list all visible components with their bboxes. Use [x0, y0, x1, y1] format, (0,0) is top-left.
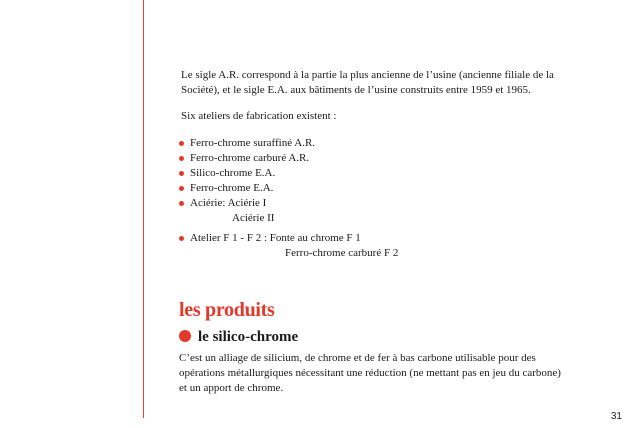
intro-paragraph: [181, 68, 611, 98]
bullet-icon: [179, 201, 184, 206]
atelier-f-item: [179, 231, 609, 246]
ateliers-intro: [181, 109, 611, 124]
bullet-icon: [179, 236, 184, 241]
list-item-atelier-f: [179, 231, 609, 246]
atelier-f-line-1: Atelier F 1 - F 2 : Fonte au chrome F 1: [190, 232, 361, 244]
description-paragraph: [179, 351, 606, 396]
list-item: [179, 166, 609, 181]
margin-rule: [143, 0, 144, 418]
intro-line-2: Société), et le sigle E.A. aux bâtiments de l’usine construits entre 1959 et 1965.: [181, 84, 531, 96]
list-item: [179, 181, 609, 196]
list-item-label: Ferro-chrome carburé A.R.: [190, 152, 310, 164]
list-item-label: Ferro-chrome suraffiné A.R.: [190, 137, 316, 149]
bullet-icon: [179, 186, 184, 191]
list-item-label: Ferro-chrome E.A.: [190, 182, 274, 194]
description-line-3: et un apport de chrome.: [179, 382, 284, 394]
acierie-line-1: Aciérie: Aciérie I: [190, 197, 267, 209]
bullet-icon: [179, 156, 184, 161]
list-item-label: Silico-chrome E.A.: [190, 167, 276, 179]
intro-line-1: Le sigle A.R. correspond à la partie la plus ancienne de l’usine (ancienne filiale de la: [181, 69, 554, 81]
ateliers-intro-text: Six ateliers de fabrication existent :: [181, 110, 337, 122]
bullet-icon: [179, 141, 184, 146]
subheading: [179, 329, 298, 346]
list-item: [179, 151, 609, 166]
ateliers-list: [179, 136, 609, 211]
page-number: 31: [610, 411, 622, 422]
bullet-icon: [179, 171, 184, 176]
list-item: [179, 136, 609, 151]
acierie-line-2: Aciérie II: [232, 212, 275, 224]
subheading-text: le silico-chrome: [198, 329, 299, 345]
description-line-2: opérations métallurgiques nécessitant une réduction (ne mettant pas en jeu du carbone): [179, 367, 561, 379]
atelier-f-line-2: Ferro-chrome carburé F 2: [285, 247, 399, 259]
list-item-acierie: [179, 196, 609, 211]
section-title: les produits: [179, 299, 275, 321]
description-line-1: C’est un alliage de silicium, de chrome et de fer à bas carbone utilisable pour des: [179, 352, 536, 364]
bullet-icon: [179, 330, 191, 342]
